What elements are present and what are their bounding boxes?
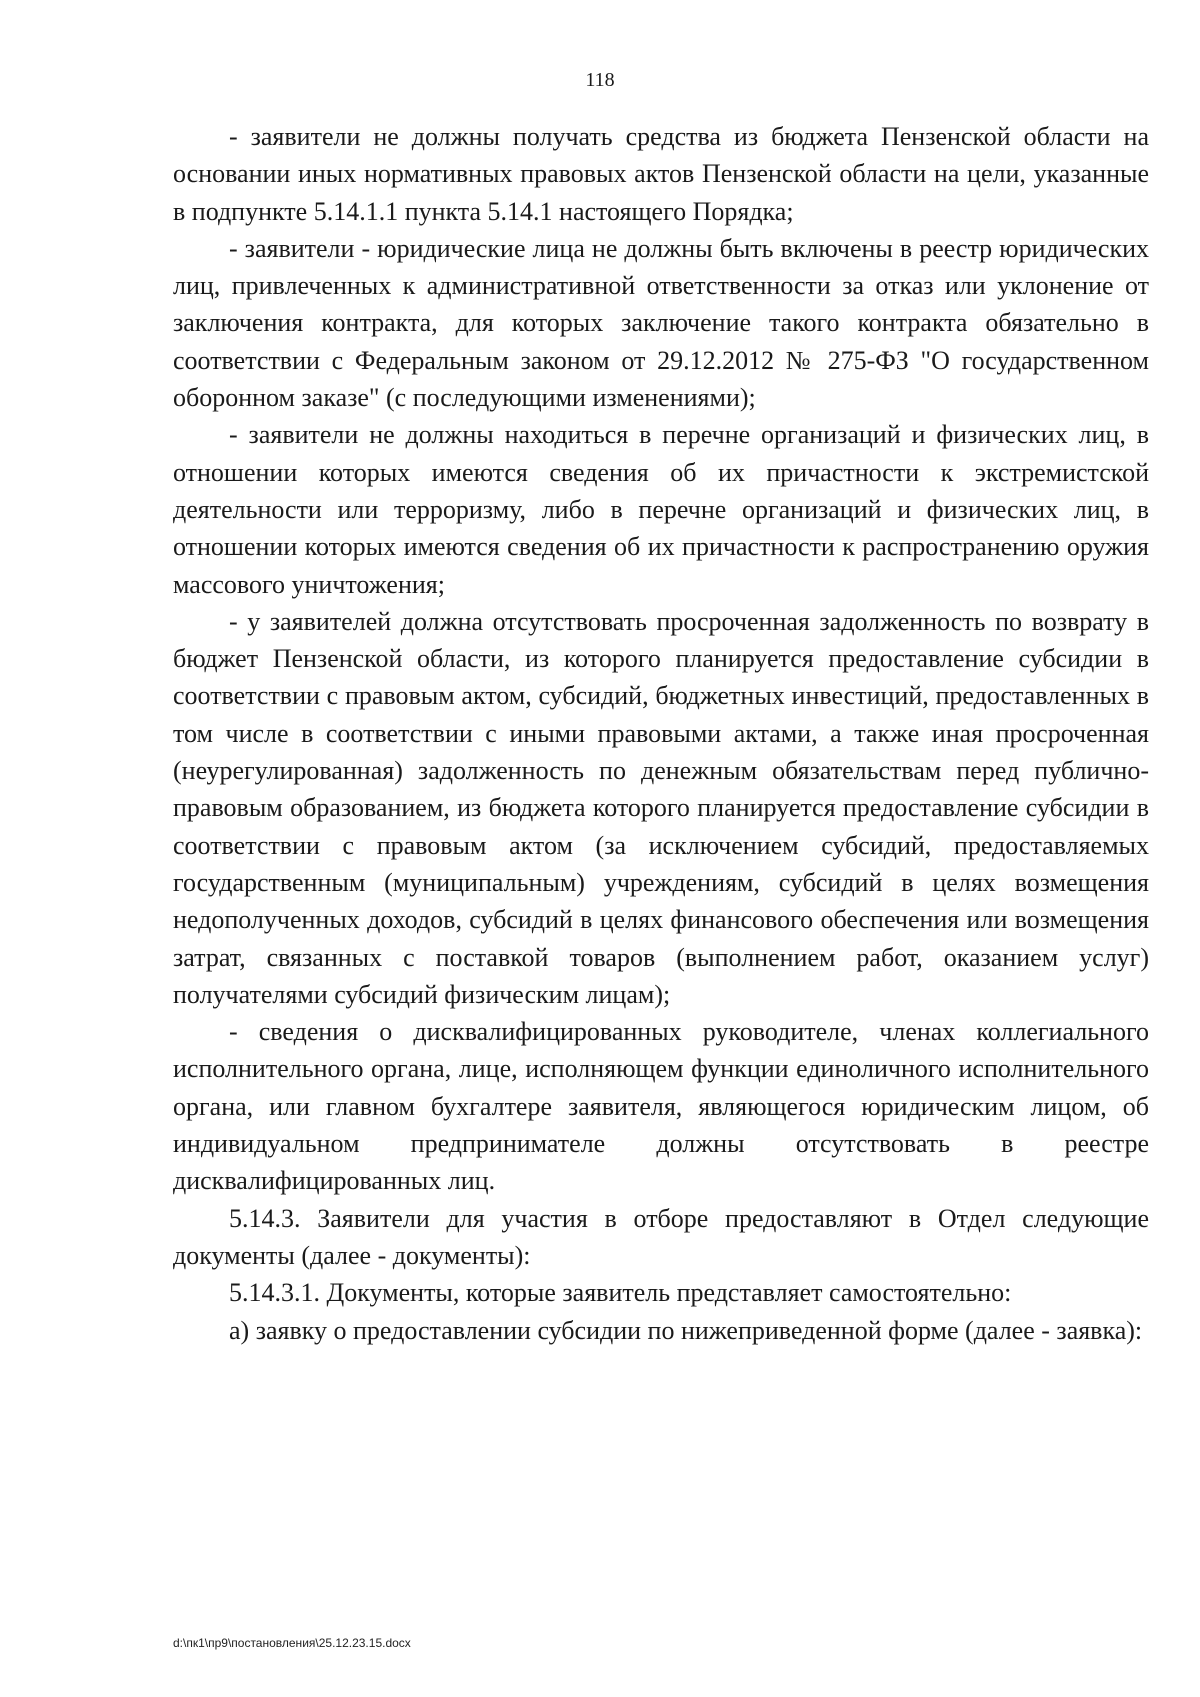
paragraph-5-14-3: 5.14.3. Заявители для участия в отборе предоставляют в Отдел следующие документы (далее - документы): bbox=[173, 1203, 1149, 1270]
paragraph-disqualified-persons: - сведения о дисквалифицированных руководителе, членах коллегиального исполнительного органа, лице, исполняющем функции единоличного исполнительного органа, или главном бухгалтере заявителя, являющегося юридическим лицом, об индивидуальном предпринимателе должны отсутствовать в реестре дисквалифицированных лиц. bbox=[173, 1017, 1149, 1196]
paragraph-overdue-debt: - у заявителей должна отсутствовать просроченная задолженность по возврату в бюджет Пензенской области, из которого планируется предоставление субсидии в соответствии с правовым актом, субсидий, бюджетных инвестиций, предоставленных в том числе в соответствии с иными правовыми актами, а также иная просроченная (неурегулированная) задолженность по денежным обязательствам перед публично-правовым образованием, из бюджета которого планируется предоставление субсидии в соответствии с правовым актом (за исключением субсидий, предоставляемых государственным (муниципальным) учреждениям, субсидий в целях возмещения недополученных доходов, субсидий в целях финансового обеспечения или возмещения затрат, связанных с поставкой товаров (выполнением работ, оказанием услуг) получателями субсидий физическим лицам); bbox=[173, 606, 1149, 1009]
document-body bbox=[173, 118, 1149, 1349]
paragraph-budget-funds: - заявители не должны получать средства из бюджета Пензенской области на основании иных нормативных правовых актов Пензенской области на цели, указанные в подпункте 5.14.1.1 пункта 5.14.1 настоящего Порядка; bbox=[173, 122, 1149, 226]
paragraph-registry-exclusion: - заявители - юридические лица не должны быть включены в реестр юридических лиц, привлеченных к административной ответственности за отказ или уклонение от заключения контракта, для которых заключение такого контракта обязательно в соответствии с Федеральным законом от 29.12.2012 № 275-ФЗ "О государственном оборонном заказе" (с последующими изменениями); bbox=[173, 233, 1149, 413]
paragraph-5-14-3-1: 5.14.3.1. Документы, которые заявитель представляет самостоятельно: bbox=[229, 1278, 1012, 1308]
footer-file-path: d:\пк1\пр9\постановления\25.12.23.15.docx bbox=[173, 1636, 411, 1650]
page-number: 118 bbox=[585, 69, 615, 91]
paragraph-extremism-list: - заявители не должны находиться в перечне организаций и физических лиц, в отношении которых имеются сведения об их причастности к экстремистской деятельности или терроризму, либо в перечне организаций и физических лиц, в отношении которых имеются сведения об их причастности к распространению оружия массового уничтожения; bbox=[173, 420, 1149, 599]
paragraph-item-a: а) заявку о предоставлении субсидии по нижеприведенной форме (далее - заявка): bbox=[229, 1315, 1143, 1345]
